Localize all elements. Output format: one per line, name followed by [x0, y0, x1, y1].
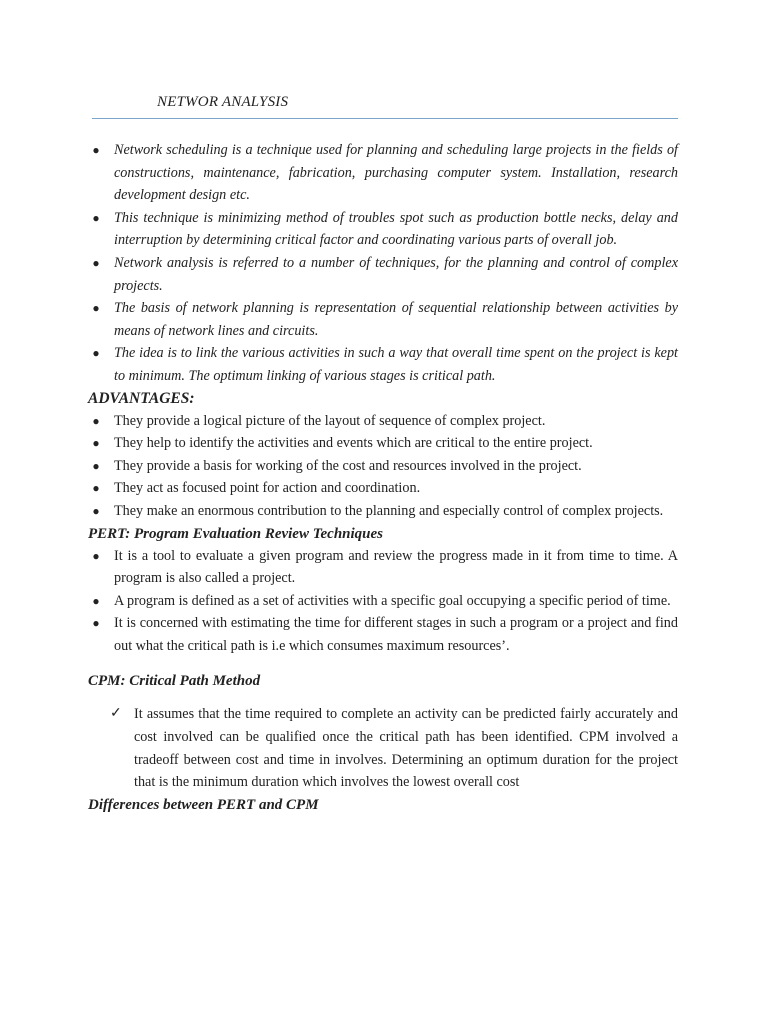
- list-item-text: The basis of network planning is representation of sequential relationship between activities by means of network lines and circuits.: [114, 300, 678, 339]
- bullet-icon: ●: [92, 458, 100, 473]
- bullet-icon: ●: [92, 346, 100, 361]
- list-item: [88, 590, 678, 613]
- bullet-icon: ●: [92, 503, 100, 518]
- bullet-icon: ●: [92, 301, 100, 316]
- list-item: [88, 252, 678, 297]
- bullet-icon: ●: [92, 616, 100, 631]
- list-item-text: Network scheduling is a technique used for planning and scheduling large projects in the fields of constructions, maintenance, fabrication, purchasing computer system. Installation, research development design etc.: [114, 142, 678, 204]
- list-item: [88, 477, 678, 500]
- pert-list: [88, 545, 678, 658]
- list-item-text: They make an enormous contribution to the planning and especially control of complex projects.: [114, 502, 664, 519]
- cpm-heading: CPM: Critical Path Method: [88, 673, 261, 690]
- list-item-text: It assumes that the time required to complete an activity can be predicted fairly accurately and cost involved can be qualified once the critical path has been identified. CPM involved a tradeoff between cost and time in involves. Determining an optimum duration for the project that is the minimum duration which involves the lowest overall cost: [134, 706, 678, 791]
- list-item: [108, 703, 678, 793]
- bullet-icon: ●: [92, 210, 100, 225]
- list-item: [88, 342, 678, 387]
- list-item-text: They provide a basis for working of the cost and resources involved in the project.: [114, 457, 582, 474]
- bullet-icon: ●: [92, 255, 100, 270]
- bullet-icon: ●: [92, 143, 100, 157]
- pert-heading: PERT: Program Evaluation Review Techniques: [88, 525, 384, 542]
- list-item-text: They provide a logical picture of the layout of sequence of complex project.: [114, 412, 546, 429]
- list-item-text: It is a tool to evaluate a given program and review the progress made in it from time to time. A program is also called a project.: [114, 547, 678, 587]
- list-item: [88, 545, 678, 590]
- advantages-heading: ADVANTAGES:: [88, 389, 195, 407]
- list-item-text: Network analysis is referred to a number of techniques, for the planning and control of complex projects.: [114, 254, 678, 294]
- bullet-icon: ●: [92, 436, 100, 451]
- list-item: [88, 500, 678, 523]
- differences-heading: Differences between PERT and CPM: [88, 796, 319, 813]
- list-item: [88, 410, 678, 433]
- list-item-text: A program is defined as a set of activities with a specific goal occupying a specific period of time.: [114, 592, 671, 609]
- list-item-text: They help to identify the activities and events which are critical to the entire project.: [114, 435, 593, 452]
- list-item-text: They act as focused point for action and coordination.: [114, 480, 421, 497]
- title-bar: [92, 92, 678, 119]
- advantages-list: [88, 410, 678, 523]
- bullet-icon: ●: [92, 413, 100, 428]
- bullet-icon: ●: [92, 548, 100, 563]
- list-item: [88, 612, 678, 657]
- cpm-list: [88, 703, 678, 793]
- list-item: [88, 297, 678, 342]
- list-item-text: This technique is minimizing method of troubles spot such as production bottle necks, delay and interruption by determining critical factor and coordinating various parts of overall job.: [114, 209, 678, 249]
- bullet-icon: ●: [92, 481, 100, 496]
- list-item: [88, 139, 678, 207]
- list-item: [88, 432, 678, 455]
- page-title: NETWOR ANALYSIS: [157, 94, 289, 110]
- check-icon: ✓: [110, 706, 122, 722]
- list-item: [88, 207, 678, 252]
- list-item-text: The idea is to link the various activities in such a way that overall time spent on the project is kept to minimum. The optimum linking of various stages is critical path.: [114, 345, 678, 384]
- intro-list: [88, 139, 678, 388]
- list-item: [88, 455, 678, 478]
- list-item-text: It is concerned with estimating the time for different stages in such a program or a project and find out what the critical path is i.e which consumes maximum resources’.: [114, 615, 678, 654]
- document-body: [88, 139, 678, 816]
- bullet-icon: ●: [92, 593, 100, 608]
